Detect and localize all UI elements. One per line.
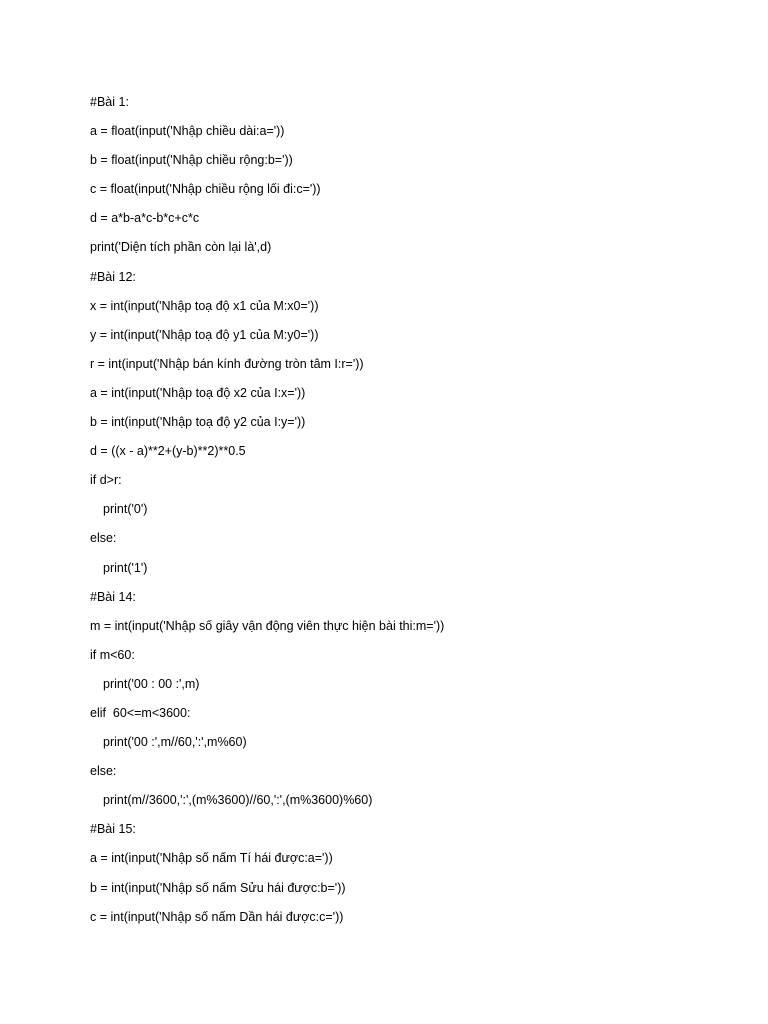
code-line: elif 60<=m<3600:: [90, 705, 191, 720]
exercise-heading: #Bài 14:: [90, 589, 136, 604]
code-line: y = int(input('Nhập toạ độ y1 của M:y0=')): [90, 327, 319, 342]
code-line: print('1'): [103, 560, 148, 575]
code-line: a = int(input('Nhập toạ độ x2 của I:x=')): [90, 385, 306, 400]
exercise-heading: #Bài 12:: [90, 269, 136, 284]
code-line: b = int(input('Nhập toạ độ y2 của I:y=')): [90, 415, 306, 430]
code-line: r = int(input('Nhập bán kính đường tròn tâm I:r=')): [90, 356, 364, 371]
code-line: if m<60:: [90, 647, 135, 662]
code-line: print('0'): [103, 502, 148, 517]
code-line: a = float(input('Nhập chiều dài:a=')): [90, 124, 285, 139]
code-line: print('Diện tích phần còn lại là',d): [90, 240, 272, 255]
code-line: if d>r:: [90, 473, 122, 488]
exercise-heading: #Bài 1:: [90, 95, 129, 109]
code-line: b = float(input('Nhập chiều rộng:b=')): [90, 153, 293, 168]
code-line: else:: [90, 531, 117, 546]
code-line: print(m//3600,':',(m%3600)//60,':',(m%3600)%60): [103, 793, 373, 808]
code-line: else:: [90, 764, 117, 779]
code-line: b = int(input('Nhập số nấm Sửu hái được:b=')): [90, 880, 346, 895]
code-line: c = float(input('Nhập chiều rộng lối đi:c=')): [90, 182, 321, 197]
code-line: c = int(input('Nhập số nấm Dần hái được:c=')): [90, 909, 344, 924]
code-listing: [90, 94, 444, 938]
code-line: x = int(input('Nhập toạ độ x1 của M:x0=')): [90, 298, 319, 313]
code-line: d = a*b-a*c-b*c+c*c: [90, 211, 200, 226]
code-line: d = ((x - a)**2+(y-b)**2)**0.5: [90, 444, 246, 459]
code-line: a = int(input('Nhập số nấm Tí hái được:a=')): [90, 851, 333, 866]
code-line: print('00 :',m//60,':',m%60): [103, 735, 247, 750]
code-line: m = int(input('Nhập số giây vận động viên thực hiện bài thi:m=')): [90, 618, 445, 633]
exercise-heading: #Bài 15:: [90, 822, 136, 837]
code-line: print('00 : 00 :',m): [103, 676, 200, 691]
